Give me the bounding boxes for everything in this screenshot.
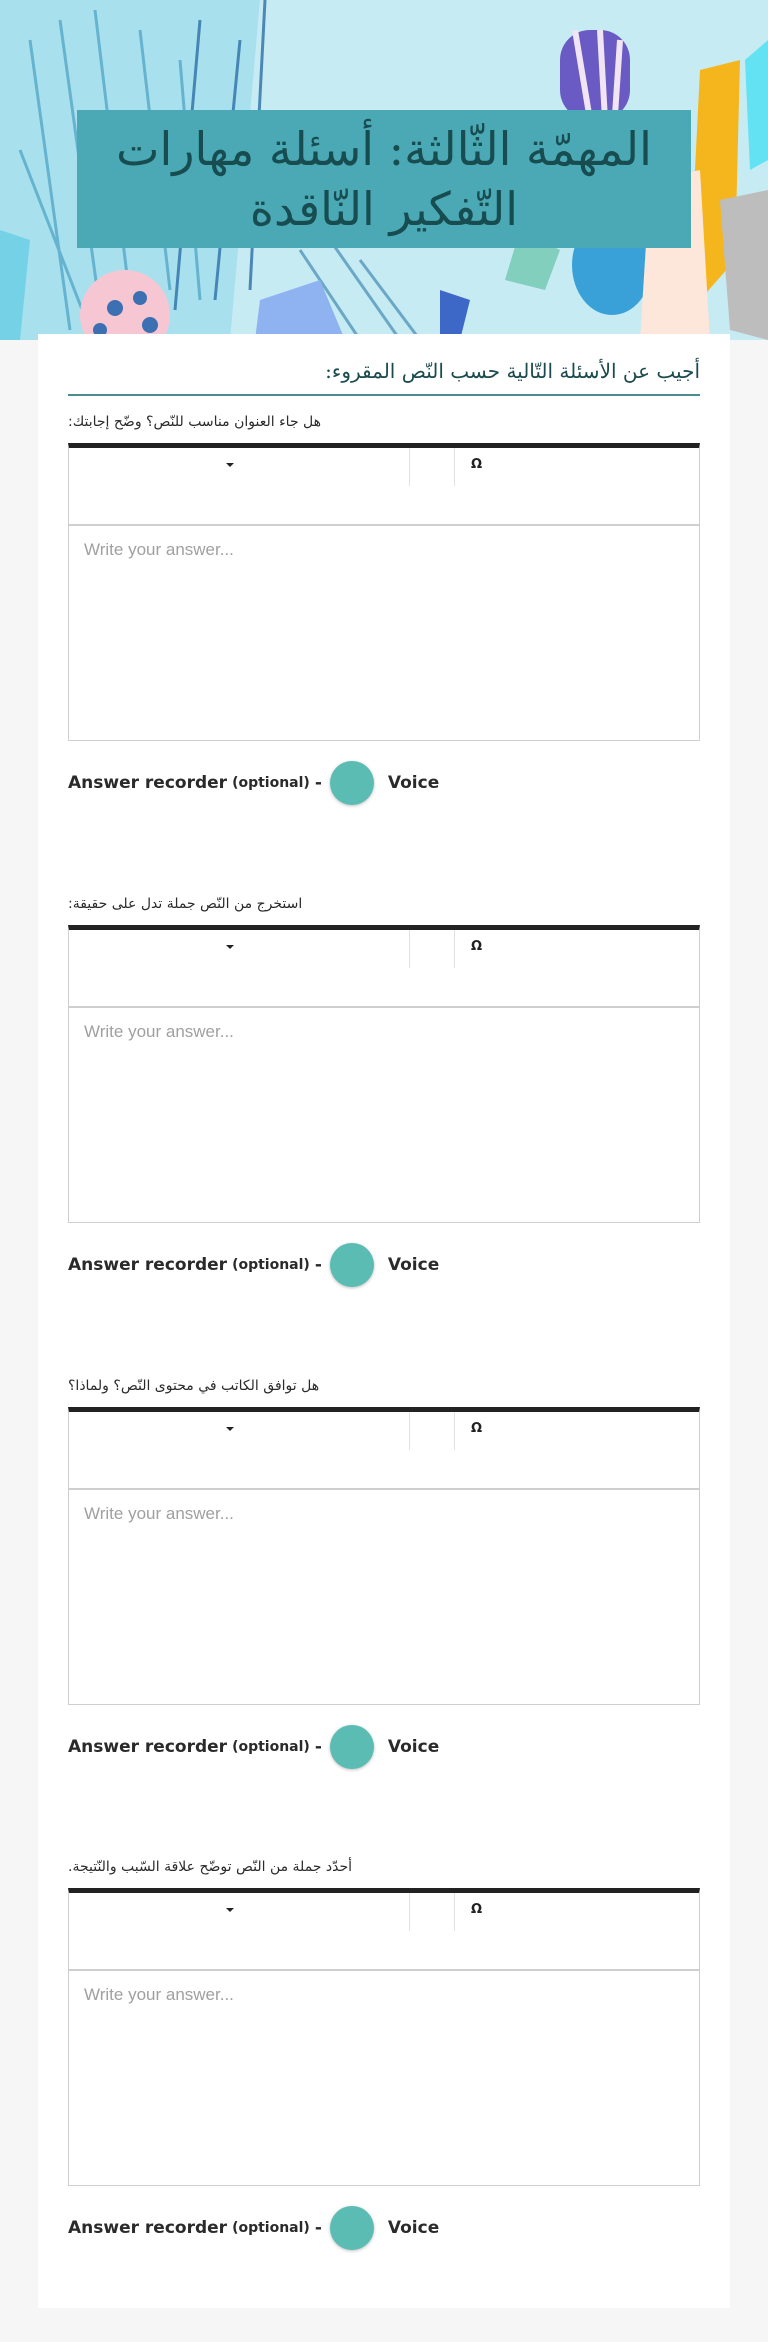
recorder-label: Answer recorder (68, 773, 228, 793)
header-banner (0, 0, 768, 340)
instructions-heading (68, 356, 700, 396)
special-character-button[interactable]: Ω (471, 1421, 483, 1436)
recorder-optional-label: (optional) (232, 1257, 310, 1273)
question-block (68, 1374, 700, 1771)
toolbar-divider (409, 448, 410, 486)
question-label (68, 1855, 700, 1883)
question-label (68, 892, 700, 920)
question-text: هل توافق الكاتب في محتوى النّص؟ ولماذا؟ (68, 1378, 320, 1394)
recorder-label: Answer recorder (68, 1737, 228, 1757)
recorder-optional-label: (optional) (232, 775, 310, 791)
editor-toolbar (69, 930, 699, 1008)
answer-recorder (68, 1723, 700, 1771)
recorder-dash: - (314, 773, 322, 793)
special-character-button[interactable]: Ω (471, 939, 483, 954)
recorder-dash: - (314, 1737, 322, 1757)
recorder-label: Answer recorder (68, 2218, 228, 2238)
voice-label: Voice (387, 1255, 440, 1275)
editor-toolbar (69, 448, 699, 526)
question-text: استخرج من النّص جملة تدل على حقيقة: (68, 896, 303, 912)
question-label (68, 1374, 700, 1402)
caret-down-icon[interactable] (223, 1904, 237, 1918)
rich-text-editor (68, 1888, 700, 2186)
caret-down-icon[interactable] (223, 459, 237, 473)
voice-label: Voice (387, 1737, 440, 1757)
title-banner (77, 110, 691, 248)
toolbar-divider (409, 1412, 410, 1450)
caret-down-icon[interactable] (223, 941, 237, 955)
toolbar-divider (409, 1893, 410, 1931)
toolbar-divider (454, 1412, 455, 1450)
answer-input[interactable] (69, 1006, 699, 1222)
voice-label: Voice (387, 2218, 440, 2238)
question-label (68, 410, 700, 438)
page-title: المهمّة الثّالثة: أسئلة مهارات التّفكير النّاقدة (116, 122, 652, 236)
editor-toolbar (69, 1893, 699, 1971)
rich-text-editor (68, 925, 700, 1223)
answer-input[interactable] (69, 1488, 699, 1704)
caret-down-icon[interactable] (223, 1423, 237, 1437)
record-button[interactable] (330, 761, 374, 805)
special-character-button[interactable]: Ω (471, 1902, 483, 1917)
toolbar-divider (454, 448, 455, 486)
voice-label: Voice (387, 773, 440, 793)
toolbar-divider (409, 930, 410, 968)
record-button[interactable] (330, 2206, 374, 2250)
record-button[interactable] (330, 1243, 374, 1287)
record-button[interactable] (330, 1725, 374, 1769)
rich-text-editor (68, 443, 700, 741)
question-block (68, 1855, 700, 2252)
recorder-label: Answer recorder (68, 1255, 228, 1275)
toolbar-divider (454, 1893, 455, 1931)
question-text: أحدّد جملة من النّص توضّح علاقة السّبب والنّتيجة. (68, 1859, 353, 1875)
answer-input[interactable] (69, 1969, 699, 2185)
answer-input[interactable] (69, 524, 699, 740)
instructions-text: أجيب عن الأسئلة التّالية حسب النّص المقروء: (325, 359, 700, 383)
rich-text-editor (68, 1407, 700, 1705)
question-block (68, 892, 700, 1289)
question-text: هل جاء العنوان مناسب للنّص؟ وضّح إجابتك: (68, 414, 322, 430)
recorder-dash: - (314, 1255, 322, 1275)
answer-recorder (68, 2204, 700, 2252)
answer-recorder (68, 759, 700, 807)
editor-toolbar (69, 1412, 699, 1490)
answer-recorder (68, 1241, 700, 1289)
recorder-optional-label: (optional) (232, 2220, 310, 2236)
special-character-button[interactable]: Ω (471, 457, 483, 472)
recorder-optional-label: (optional) (232, 1739, 310, 1755)
form-card (38, 334, 730, 2308)
question-block (68, 410, 700, 807)
toolbar-divider (454, 930, 455, 968)
recorder-dash: - (314, 2218, 322, 2238)
